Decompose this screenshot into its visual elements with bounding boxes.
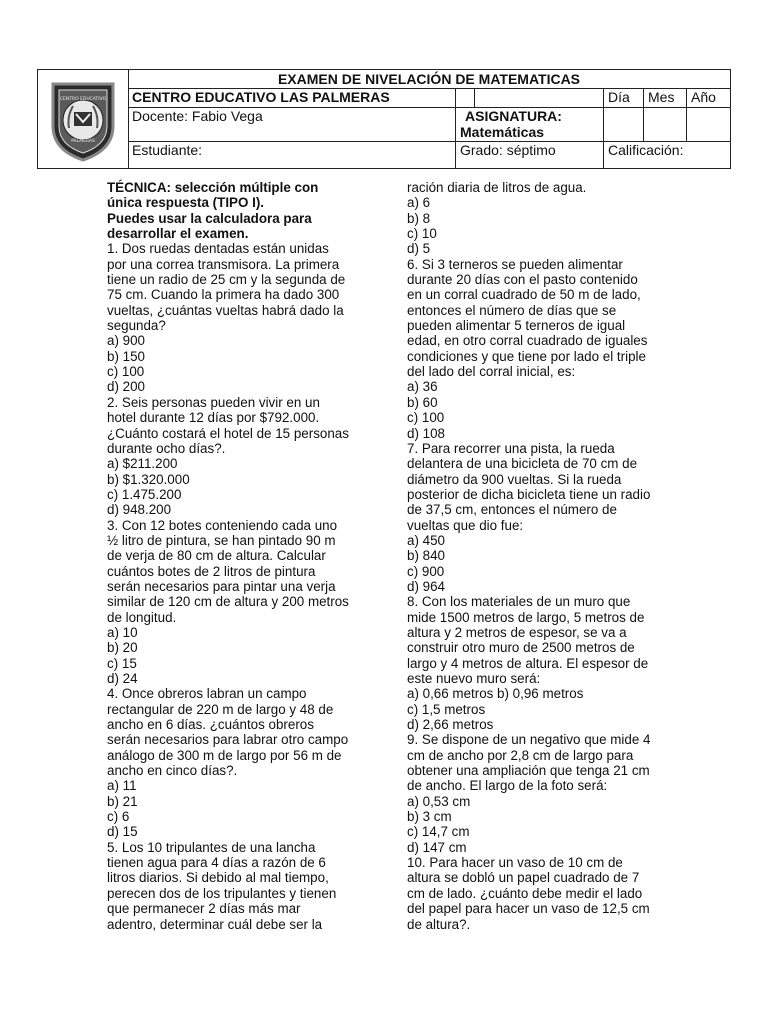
text-line: vueltas que dio fue: — [407, 517, 524, 533]
text-line: entonces el número de días que se — [407, 302, 617, 318]
school-logo-cell — [38, 70, 129, 168]
text-line: cm de lado. ¿cuánto debe medir el lado — [407, 885, 643, 901]
month-field[interactable] — [643, 107, 686, 141]
text-line: d) 200 — [107, 379, 145, 395]
text-line: 6. Si 3 terneros se pueden alimentar — [407, 256, 623, 272]
text-line: Puedes usar la calculadora para — [107, 210, 312, 226]
text-line: a) $211.200 — [107, 456, 178, 472]
score-field[interactable]: Calificación: — [603, 141, 730, 168]
teacher-name: Docente: Fabio Vega — [132, 108, 263, 124]
text-line: a) 450 — [407, 532, 445, 548]
text-line: condiciones y que tiene por lado el triple — [407, 348, 646, 364]
text-line: c) 900 — [407, 563, 445, 579]
text-line: b) 20 — [107, 640, 138, 656]
text-line: del papel para hacer un vaso de 12,5 cm — [407, 901, 650, 917]
text-line: 3. Con 12 botes conteniendo cada uno — [107, 517, 338, 533]
text-line: durante ocho días?. — [107, 440, 226, 456]
text-line: ancho en cinco días?. — [107, 763, 238, 779]
blank-cell — [455, 88, 474, 107]
text-line: similar de 120 cm de altura y 200 metros — [107, 594, 349, 610]
text-line: a) 11 — [107, 778, 137, 794]
text-line: a) 6 — [407, 195, 431, 211]
text-line: 2. Seis personas pueden vivir en un — [107, 394, 320, 410]
school-crest-icon — [43, 76, 123, 162]
text-line: 4. Once obreros labran un campo — [107, 686, 307, 702]
text-line: 1. Dos ruedas dentadas están unidas — [107, 241, 329, 257]
text-line: durante 20 días con el pasto contenido — [407, 272, 638, 288]
text-line: de altura?. — [407, 916, 471, 932]
text-line: b) $1.320.000 — [107, 471, 190, 487]
text-line: altura se dobló un papel cuadrado de 7 — [407, 870, 640, 886]
exam-header-table — [37, 69, 731, 169]
text-line: de verja de 80 cm de altura. Calcular — [107, 548, 326, 564]
text-line: b) 840 — [407, 548, 445, 564]
text-line: c) 1.475.200 — [107, 486, 182, 502]
text-line: 5. Los 10 tripulantes de una lancha — [107, 839, 316, 855]
text-line: c) 100 — [107, 364, 145, 380]
text-line: b) 150 — [107, 348, 145, 364]
text-line: rectangular de 220 m de largo y 48 de — [107, 701, 334, 717]
text-line: ración diaria de litros de agua. — [407, 180, 587, 195]
text-line: perecen dos de los tripulantes y tienen — [107, 885, 337, 901]
text-line: delantera de una bicicleta de 70 cm de — [407, 456, 638, 472]
text-line: 8. Con los materiales de un muro que — [407, 594, 631, 610]
text-line: ancho en 6 días. ¿cuántos obreros — [107, 717, 314, 733]
text-line: cm de ancho por 2,8 cm de largo para — [407, 747, 634, 763]
text-line: análogo de 300 m de largo por 56 m de — [107, 747, 342, 763]
text-line: segunda? — [107, 318, 166, 334]
subject-cell — [455, 107, 603, 141]
year-field[interactable] — [686, 107, 730, 141]
text-line: este nuevo muro será: — [407, 671, 541, 686]
text-line: b) 3 cm — [407, 809, 452, 825]
text-line: construir otro muro de 2500 metros de — [407, 640, 635, 656]
text-line: de 37,5 cm, entonces el número de — [407, 502, 617, 518]
text-line: d) 147 cm — [407, 839, 467, 855]
text-line: serán necesarios para pintar una verja — [107, 578, 336, 594]
text-line: del lado del corral inicial, es: — [407, 364, 576, 380]
text-line: b) 21 — [107, 793, 138, 809]
day-label: Día — [603, 88, 643, 107]
text-line: de longitud. — [107, 609, 177, 625]
grade-label: Grado: séptimo — [455, 141, 603, 168]
text-line: d) 948.200 — [107, 502, 172, 518]
text-line: b) 8 — [407, 210, 431, 226]
text-line: TÉCNICA: selección múltiple con — [107, 180, 319, 195]
text-line: tienen agua para 4 días a razón de 6 — [107, 855, 326, 871]
text-line: c) 15 — [107, 655, 137, 671]
text-line: b) 60 — [407, 394, 438, 410]
text-line: cuántos botes de 2 litros de pintura — [107, 563, 316, 579]
month-label: Mes — [643, 88, 686, 107]
text-line: c) 100 — [407, 410, 445, 426]
text-line: largo y 4 metros de altura. El espesor de — [407, 655, 649, 671]
text-line: d) 15 — [107, 824, 138, 840]
question-column-left — [107, 180, 375, 932]
text-line: d) 24 — [107, 671, 138, 686]
text-line: d) 2,66 metros — [407, 717, 494, 733]
text-line: en un corral cuadrado de 50 m de lado, — [407, 287, 641, 303]
text-line: litros diarios. Si debido al mal tiempo, — [107, 870, 329, 886]
text-line: c) 6 — [107, 809, 130, 825]
subject-value: Matemáticas — [460, 124, 545, 140]
text-line: a) 36 — [407, 379, 438, 395]
text-line: c) 1,5 metros — [407, 701, 486, 717]
text-line: vueltas, ¿cuántas vueltas habrá dado la — [107, 302, 344, 318]
text-line: a) 900 — [107, 333, 145, 349]
text-line: 75 cm. Cuando la primera ha dado 300 — [107, 287, 340, 303]
text-line: c) 10 — [407, 226, 437, 242]
text-line: a) 0,66 metros b) 0,96 metros — [407, 686, 584, 702]
text-line: 7. Para recorrer una pista, la rueda — [407, 440, 615, 456]
subject-label: ASIGNATURA: — [465, 108, 562, 124]
text-line: diámetro da 900 vueltas. Si la rueda — [407, 471, 622, 487]
text-line: 10. Para hacer un vaso de 10 cm de — [407, 855, 623, 871]
svg-text:CENTRO EDUCATIVO: CENTRO EDUCATIVO — [59, 97, 107, 102]
text-line: desarrollar el examen. — [107, 226, 249, 242]
text-line: posterior de dicha bicicleta tiene un radio — [407, 486, 651, 502]
text-line: de ancho. El largo de la foto será: — [407, 778, 608, 794]
text-line: adentro, determinar cuál debe ser la — [107, 916, 323, 932]
text-line: mide 1500 metros de largo, 5 metros de — [407, 609, 645, 625]
text-line: obtener una ampliación que tenga 21 cm — [407, 763, 650, 779]
day-field[interactable] — [603, 107, 643, 141]
text-line: por una correa transmisora. La primera — [107, 256, 340, 272]
text-line: ½ litro de pintura, se han pintado 90 m — [107, 532, 336, 548]
exam-title: EXAMEN DE NIVELACIÓN DE MATEMATICAS — [277, 71, 581, 87]
text-line: a) 0,53 cm — [407, 793, 471, 809]
svg-text:PALMERAS: PALMERAS — [71, 139, 95, 144]
text-line: d) 964 — [407, 578, 445, 594]
year-label: Año — [686, 88, 730, 107]
text-line: serán necesarios para labrar otro campo — [107, 732, 349, 748]
text-line: tiene un radio de 25 cm y la segunda de — [107, 272, 346, 288]
student-field[interactable]: Estudiante: — [132, 142, 203, 158]
text-line: c) 14,7 cm — [407, 824, 470, 840]
text-line: única respuesta (TIPO I). — [107, 195, 265, 211]
text-line: que permanecer 2 días más mar — [107, 901, 301, 917]
text-line: 9. Se dispone de un negativo que mide 4 — [407, 732, 651, 748]
text-line: d) 108 — [407, 425, 445, 441]
text-line: pueden alimentar 5 terneros de igual — [407, 318, 626, 334]
school-name: CENTRO EDUCATIVO LAS PALMERAS — [132, 89, 390, 105]
question-column-right — [407, 180, 651, 932]
text-line: edad, en otro corral cuadrado de iguales — [407, 333, 648, 349]
text-line: altura y 2 metros de espesor, se va a — [407, 624, 627, 640]
text-line: a) 10 — [107, 624, 138, 640]
text-line: d) 5 — [407, 241, 431, 257]
text-line: ¿Cuánto costará el hotel de 15 personas — [107, 425, 349, 441]
blank-cell-2 — [474, 88, 603, 107]
text-line: hotel durante 12 días por $792.000. — [107, 410, 320, 426]
